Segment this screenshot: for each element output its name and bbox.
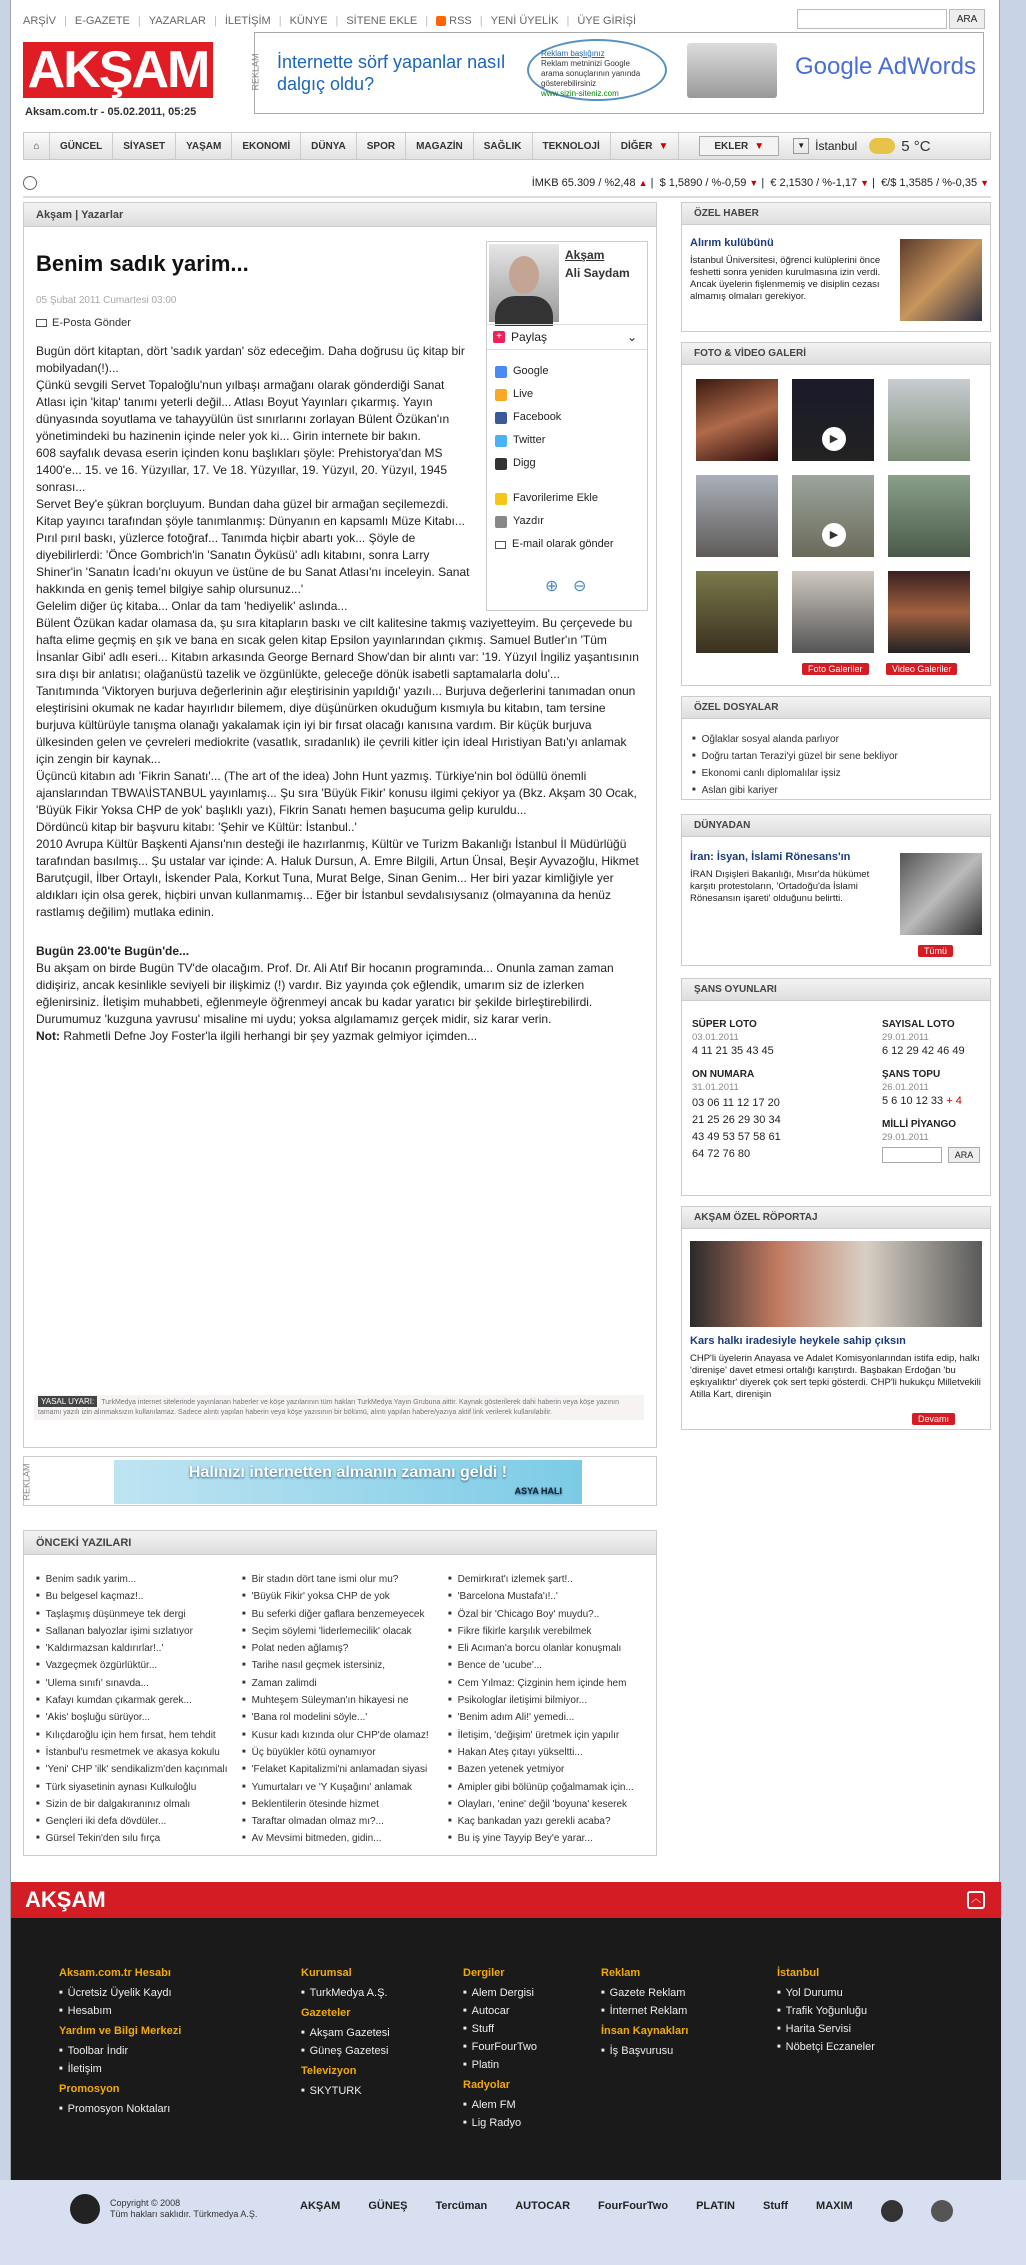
toplink-rss[interactable]: RSS <box>449 15 472 27</box>
paragraph: 2010 Avrupa Kültür Başkenti Ajansı'nın desteği ile hazırlanmış, Kültür ve Turizm Bakanlığı İstanbul İl Müdürlüğü tarafından basılmış... Şu ustalar var içinde: A. Haluk Dursun, A. Emre Bilgili, Artun Ünsal, Beşir Ayvazoğlu, Hikmet Barutçugil, İlber Ortaylı, İskender Pala, Korkut Tuna, Murat Belge, Sinan Genim... Her biri yazar kimliğiyle yer aldıkları için olsa gerek, hiçbiri unvan kullanmamış... Eğer bir İstanbul sevdalısıysanız (olmayanına da henüz rastlamış değilim) mutlaka edinin. <box>36 837 639 919</box>
previous-article-link[interactable]: ■ 'Barcelona Mustafa'ı!..' <box>448 1588 653 1605</box>
paragraph: 608 sayfalık devasa eserin içinden konu başlıkları şöyle: Prehistorya'dan MS 1400'e... 15. ve 16. Yüzyıllar, 17. Ve 18. Yüzyıllar, 19. Yüzyıl, 20. Yüzyıl, 1945 sonrası... <box>36 446 448 494</box>
previous-article-link[interactable]: ■ Beklentilerin ötesinde hizmet <box>242 1796 442 1813</box>
footer-link[interactable]: ■ İnternet Reklam <box>601 2002 688 2020</box>
nav-dunya[interactable]: DÜNYA <box>301 133 357 159</box>
share-live-label: Live <box>513 388 534 400</box>
footer-heading: Yardım ve Bilgi Merkezi <box>59 2025 182 2037</box>
previous-article-link[interactable]: ■ 'Büyük Fikir' yoksa CHP de yok <box>242 1588 442 1605</box>
gallery-box <box>681 342 991 686</box>
toplink-kunye[interactable]: KÜNYE <box>289 15 328 27</box>
previous-article-link[interactable]: ■ Gürsel Tekin'den sılu fırça <box>36 1830 236 1847</box>
footer-col-5 <box>777 1962 875 2056</box>
top-links: ARŞİV | E-GAZETE | YAZARLAR | İLETİŞİM | KÜNYE | SİTENE EKLE | RSS | YENİ ÜYELİK | ÜYE GİRİŞİ <box>23 15 637 27</box>
roportaj-headline[interactable]: Kars halkı iradesiyle heykele sahip çıksın <box>690 1335 906 1347</box>
ozel-haber-headline[interactable]: Alırım kulübünü <box>690 237 774 249</box>
toplink-egazete[interactable]: E-GAZETE <box>74 15 130 27</box>
facebook-icon <box>495 412 507 424</box>
previous-article-link[interactable]: ■ 'Felaket Kapitalizmi'ni anlamadan siyasi <box>242 1761 442 1778</box>
gallery-title: FOTO & VİDEO GALERİ <box>682 343 990 365</box>
previous-article-link[interactable]: ■ Sizin de bir dalgakıranınız olmalı <box>36 1796 236 1813</box>
gs-logo-icon[interactable] <box>881 2200 903 2222</box>
previous-article-link[interactable]: ■ Taşlaşmış düşünmeye tek dergi <box>36 1606 236 1623</box>
previous-article-link[interactable]: ■ 'Akis' boşluğu sürüyor... <box>36 1709 236 1726</box>
live-icon <box>495 389 507 401</box>
footer-link[interactable]: ■ Ücretsiz Üyelik Kaydı <box>59 1984 181 2002</box>
footer-link[interactable]: ■ Nöbetçi Eczaneler <box>777 2038 875 2056</box>
roportaj-text: CHP'li üyelerin Anayasa ve Adalet Komisyonlarından istifa edip, halkı 'direnişe' davet etmesi ortalığı karıştırdı. Başbakan Erdoğan 'bu eşkıyalıktır' diyerek çok sert tepki gösterdi. CHP'li hukukçu Milletvekili Atilla Kart, direnişin <box>690 1353 981 1400</box>
weather-cloud-icon <box>869 138 895 154</box>
toplink-sitene-ekle[interactable]: SİTENE EKLE <box>346 15 418 27</box>
legal-text: TurkMedya internet sitelerinde yayınlanan haberler ve köşe yazılarının tüm hakları TurkMedya Yayın Grubuna aittir. Kaynak gösterilerek dahi haberin veya köşe yazının tamamı yazılı izin alınmaksızın kullanılamaz. Sadece alıntı yapılan haberin veya köşe yazısının bir bölümü, alıntı yapılan habere/yazıya aktif link verilerek kullanılabilir. <box>38 1399 619 1416</box>
gallery-thumb[interactable] <box>696 379 778 461</box>
nav-guncel[interactable]: GÜNCEL <box>50 133 113 159</box>
add-favorite-label: Favorilerime Ekle <box>513 492 598 504</box>
divider <box>23 196 991 198</box>
dosyalar-list <box>692 731 898 799</box>
share-live[interactable] <box>495 383 614 406</box>
dosya-item[interactable]: ■ Aslan gibi kariyer <box>692 782 898 799</box>
nav-saglik[interactable]: SAĞLIK <box>474 133 533 159</box>
previous-article-link[interactable]: ■ Kılıçdaroğlu için hem fırsat, hem tehdit <box>36 1727 236 1744</box>
search-input[interactable] <box>797 9 947 29</box>
previous-article-link[interactable]: ■ Zaman zalimdi <box>242 1675 442 1692</box>
twitter-icon <box>495 435 507 447</box>
paragraph: Gelelim diğer üç kitaba... Onlar da tam 'hediyelik' aslında... <box>36 599 348 613</box>
top-ad-banner[interactable] <box>250 32 984 114</box>
footer <box>11 1882 1001 2180</box>
footer-link[interactable]: ■ Alem FM <box>463 2096 537 2114</box>
dunya-headline[interactable]: İran: İsyan, İslami Rönesans'ın <box>690 851 851 863</box>
previous-article-link[interactable]: ■ Tarihe nasıl geçmek istersiniz, <box>242 1657 442 1674</box>
on-numara-row: 43 49 53 57 58 61 <box>692 1131 781 1143</box>
chevron-down-icon: ▼ <box>754 140 765 152</box>
share-label: Paylaş <box>511 330 548 344</box>
previous-article-link[interactable]: ■ Cem Yılmaz: Çizginin hem içinde hem <box>448 1675 653 1692</box>
share-digg[interactable] <box>495 452 614 475</box>
previous-article-link[interactable]: ■ Seçim söylemi 'liderlemecilik' olacak <box>242 1623 442 1640</box>
author-brand-link[interactable]: Akşam <box>565 248 605 262</box>
previous-article-link[interactable]: ■ İstanbul'u resmetmek ve akasya kokulu <box>36 1744 236 1761</box>
nav-diger[interactable] <box>611 133 680 159</box>
laptop-image <box>687 43 777 98</box>
nav-yasam[interactable]: YAŞAM <box>176 133 232 159</box>
share-google-label: Google <box>513 365 549 377</box>
paragraph: Dördüncü kitap bir başvuru kitabı: 'Şehir ve Kültür: İstanbul..' <box>36 820 357 834</box>
footer-link[interactable]: ■ Lig Radyo <box>463 2114 537 2132</box>
footer-link[interactable]: ■ FourFourTwo <box>463 2038 537 2056</box>
previous-title: ÖNCEKİ YAZILARI <box>24 1531 656 1555</box>
footer-link[interactable]: ■ Stuff <box>463 2020 537 2038</box>
footer-heading: Reklam <box>601 1967 641 1979</box>
share-facebook[interactable] <box>495 406 614 429</box>
footer-link[interactable]: ■ Gazete Reklam <box>601 1984 688 2002</box>
footer-heading: Radyolar <box>463 2079 511 2091</box>
devami-button[interactable]: Devamı <box>912 1413 955 1425</box>
roportaj-box <box>681 1206 991 1430</box>
email-article[interactable] <box>495 533 614 556</box>
rss-icon[interactable] <box>436 16 446 26</box>
previous-article-link[interactable]: ■ Av Mevsimi bitmeden, gidin... <box>242 1830 442 1847</box>
share-list <box>495 360 614 556</box>
previous-article-link[interactable]: ■ Gençleri iki defa dövdüler... <box>36 1813 236 1830</box>
previous-article-link[interactable]: ■ Amipler gibi bölünüp çoğalmamak için... <box>448 1779 653 1796</box>
previous-article-link[interactable]: ■ Eli Acıman'a borcu olanlar konuşmalı <box>448 1640 653 1657</box>
author-photo[interactable] <box>489 244 559 322</box>
previous-article-link[interactable]: ■ Bence de 'ucube'... <box>448 1657 653 1674</box>
footer-heading: Televizyon <box>301 2065 357 2077</box>
ad-oval-link: Reklam başlığınız <box>541 49 605 58</box>
brand-strip <box>0 2180 1026 2265</box>
down-arrow-icon: ▼ <box>980 178 989 188</box>
toplink-uye-girisi[interactable]: ÜYE GİRİŞİ <box>577 15 637 27</box>
dosya-item[interactable]: ■ Doğru tartan Terazi'yi güzel bir sene bekliyor <box>692 748 898 765</box>
previous-article-link[interactable]: ■ Bu iş yine Tayyip Bey'e yarar... <box>448 1830 653 1847</box>
on-numara-row: 64 72 76 80 <box>692 1148 751 1160</box>
footer-link[interactable]: ■ Toolbar İndir <box>59 2042 181 2060</box>
hali-ad-text: Halınızı internetten almanın zamanı geldi ! <box>188 1464 508 1481</box>
ad-oval-text: Reklam metninizi Google arama sonuçlarının yanında gösterebilirsiniz <box>541 59 641 88</box>
previous-article-link[interactable]: ■ Hakan Ateş çıtayı yükseltti... <box>448 1744 653 1761</box>
sayisal-loto-date: 29.01.2011 <box>882 1032 929 1043</box>
dosya-item[interactable]: ■ Ekonomi canlı diplomalılar işsiz <box>692 765 898 782</box>
footer-heading: Kurumsal <box>301 1967 352 1979</box>
note-label: Not: <box>36 1029 60 1043</box>
email-send-label: E-Posta Gönder <box>52 317 131 329</box>
market-ticker: İMKB 65.309 / %2,48 ▲ | $ 1,5890 / %-0,59 ▼ | € 2,1530 / %-1,17 ▼ | €/$ 1,3585 / %-0,35 ▼ <box>23 176 991 192</box>
page <box>10 0 1000 2180</box>
down-arrow-icon: ▼ <box>749 178 759 188</box>
note-text: Rahmetli Defne Joy Foster'la ilgili herhangi bir şey yazmak gelmiyor içimden... <box>63 1029 478 1043</box>
paragraph: Üçüncü kitabın adı 'Fikrin Sanatı'... (The art of the idea) John Hunt yazmış. Türkiye'nin bol ödüllü önemli ajanslarından TBWA\İSTANBUL yayınlamış... Şu sıra 'Büyük Fikir' konusu ilgimi çekiyor ya (Bkz. Akşam 30 Ocak, 'Büyük Fikir Yoksa CHP de yok' başlıklı yazı), Fikrin Sanatı hemen başucuma gelip kuruldu... <box>36 769 637 817</box>
footer-link[interactable]: ■ İletişim <box>59 2060 181 2078</box>
on-numara-row: 03 06 11 12 17 20 <box>692 1097 780 1109</box>
down-arrow-icon: ▼ <box>860 178 870 188</box>
akşam-logo[interactable]: AKŞAM <box>23 42 213 98</box>
previous-article-link[interactable]: ■ Vazgeçmek özgürlüktür... <box>36 1657 236 1674</box>
previous-col-2 <box>242 1571 442 1848</box>
share-twitter[interactable] <box>495 429 614 452</box>
previous-article-link[interactable]: ■ Demirkırat'ı izlemek şart!.. <box>448 1571 653 1588</box>
author-name[interactable]: Ali Saydam <box>565 266 630 280</box>
site-date: Aksam.com.tr - 05.02.2011, 05:25 <box>25 106 197 118</box>
previous-article-link[interactable]: ■ Olayları, 'enine' değil 'boyuna' keserek <box>448 1796 653 1813</box>
footer-link[interactable]: ■ Trafik Yoğunluğu <box>777 2002 875 2020</box>
share-digg-label: Digg <box>513 457 536 469</box>
nav-teknoloji[interactable]: TEKNOLOJİ <box>533 133 611 159</box>
sayisal-loto-nums: 6 12 29 42 46 49 <box>882 1045 965 1057</box>
brand-logos <box>300 2200 953 2222</box>
copyright-line: Tüm hakları saklıdır. Türkmedya A.Ş. <box>110 2209 258 2219</box>
section-title[interactable]: Akşam | Yazarlar <box>24 203 656 227</box>
toplink-yeni-uyelik[interactable]: YENİ ÜYELİK <box>490 15 559 27</box>
print-link[interactable] <box>495 510 614 533</box>
ozel-haber-title: ÖZEL HABER <box>682 203 990 225</box>
article-title: Benim sadık yarim... <box>36 251 249 276</box>
milli-piyango-input[interactable] <box>882 1147 942 1163</box>
envelope-icon <box>36 319 47 327</box>
legal-tag: YASAL UYARI: <box>38 1396 97 1407</box>
ad-label: REKLAM <box>250 53 261 91</box>
previous-article-link[interactable]: ■ 'Kaldırmazsan kaldırırlar!..' <box>36 1640 236 1657</box>
previous-col-3 <box>448 1571 653 1848</box>
footer-col-4 <box>601 1962 688 2060</box>
sans-title: ŞANS OYUNLARI <box>682 979 990 1001</box>
google-adwords-logo: Google AdWords <box>795 53 976 80</box>
toplink-yazarlar[interactable]: YAZARLAR <box>148 15 207 27</box>
paragraph: Servet Bey'e şükran borçluyum. Bundan daha güzel bir armağan seçilemezdi. Kitap yayıncı tarafından şöyle tanımlanmış: Dünyanın en kapsamlı Müze Kitabı... <box>36 497 465 528</box>
share-facebook-label: Facebook <box>513 411 562 423</box>
sayisal-loto-name: SAYISAL LOTO <box>882 1019 955 1030</box>
weather-temp: 5 °C <box>901 137 931 155</box>
footer-heading: Dergiler <box>463 1967 505 1979</box>
subheading: Bugün 23.00'te Bugün'de... <box>36 944 190 958</box>
gallery-thumb[interactable] <box>696 571 778 653</box>
previous-article-link[interactable]: ■ Benim sadık yarim... <box>36 1571 236 1588</box>
chevron-down-icon: ▼ <box>658 140 669 152</box>
share-twitter-label: Twitter <box>513 434 546 446</box>
email-article-label: E-mail olarak gönder <box>512 538 614 550</box>
footer-link[interactable]: ■ Platin <box>463 2056 537 2074</box>
author-box <box>486 241 648 611</box>
note <box>36 1028 646 1045</box>
play-icon: ▶ <box>822 427 846 451</box>
previous-article-link[interactable]: ■ 'Ulema sınıfı' sınavda... <box>36 1675 236 1692</box>
play-icon: ▶ <box>822 523 846 547</box>
super-loto-date: 03.01.2011 <box>692 1032 739 1043</box>
ozel-haber-photo[interactable] <box>900 239 982 321</box>
sans-topu-main: 5 6 10 12 33 <box>882 1095 944 1107</box>
previous-article-link[interactable]: ■ Bir stadın dört tane ismi olur mu? <box>242 1571 442 1588</box>
previous-article-link[interactable]: ■ Yumurtaları ve 'Y Kuşağını' anlamak <box>242 1779 442 1796</box>
turkmedya-logo[interactable] <box>70 2194 100 2224</box>
hali-ad-brand: ASYA HALI <box>514 1486 562 1496</box>
video-galeri-button[interactable]: Video Galeriler <box>886 663 957 675</box>
add-favorite[interactable] <box>495 487 614 510</box>
legal-notice <box>34 1395 644 1420</box>
on-numara-row: 21 25 26 29 30 34 <box>692 1114 781 1126</box>
ad-label: REKLAM <box>21 1463 32 1501</box>
printer-icon <box>495 516 507 528</box>
previous-article-link[interactable]: ■ Kafayı kumdan çıkarmak gerek... <box>36 1692 236 1709</box>
ad-oval-url: www.sizin-siteniz.com <box>541 89 619 98</box>
paragraph: Çünkü sevgili Servet Topaloğlu'nun yılbaşı armağanı olarak gönderdiği Sanat Atlası için 'kitap' tanımı yeterli değil... Atlası Boyut Yayınları çıkarmış. Yayın dünyasında soyutlama ve tahayyülün üst sınırlarını zorlayan Bülent Özükan'ın yönetimindeki bu hazinenin içinde neler yok ki... Girin internete bir bakın. <box>36 378 450 443</box>
gallery-thumb[interactable] <box>696 475 778 557</box>
gallery-thumb[interactable] <box>888 571 970 653</box>
fb-logo-icon[interactable] <box>931 2200 953 2222</box>
main-nav <box>23 132 991 160</box>
previous-col-1 <box>36 1571 236 1848</box>
roportaj-photo[interactable] <box>690 1241 982 1327</box>
ad-headline: İnternette sörf yapanlar nasıl dalgıç oldu? <box>277 52 506 94</box>
plus-share-icon: + <box>493 331 505 343</box>
nav-spor[interactable]: SPOR <box>357 133 406 159</box>
copyright-line: Copyright © 2008 <box>110 2198 181 2208</box>
dosya-item[interactable]: ■ Oğlaklar sosyal alanda parlıyor <box>692 731 898 748</box>
previous-article-link[interactable]: ■ Muhteşem Süleyman'ın hikayesi ne <box>242 1692 442 1709</box>
footer-heading: Gazeteler <box>301 2007 351 2019</box>
clock-icon <box>23 176 37 190</box>
previous-article-link[interactable]: ■ Bu seferki diğer gaflara benzemeyecek <box>242 1606 442 1623</box>
sans-topu-name: ŞANS TOPU <box>882 1069 941 1080</box>
footer-heading: İnsan Kaynakları <box>601 2025 689 2037</box>
brand-logo[interactable]: MAXIM <box>816 2200 853 2212</box>
previous-article-link[interactable]: ■ Sallanan balyozlar işimi sızlatıyor <box>36 1623 236 1640</box>
footer-heading: İstanbul <box>777 1967 820 1979</box>
gallery-thumb[interactable] <box>792 379 874 461</box>
previous-article-link[interactable]: ■ Özal bir 'Chicago Boy' muydu?.. <box>448 1606 653 1623</box>
sans-topu-nums <box>882 1095 962 1107</box>
paragraph: Bu akşam on birde Bugün TV'de olacağım. Prof. Dr. Ali Atıf Bir hocanın programında... Onunla zaman zaman didişiriz, ancak kesinlikle seviyeli bir ilişkimiz (!) vardır. Biz yayında çok eğlendik, umarım siz de izlerken eğlenirsiniz. İletişim muhabbeti, eğlenmeyle öğrenmeyi ancak bu kadar yaratıcı bir şekilde birleştirebilirdi. <box>36 961 614 1009</box>
copyright <box>110 2198 257 2220</box>
milli-piyango-date: 29.01.2011 <box>882 1132 929 1143</box>
ozel-haber-text: İstanbul Üniversitesi, öğrenci kulüplerini önce feshetti sonra yeniden kurulmasına izin verdi. Ancak üyelerin fişlenmemiş ve disiplin cezası almamış olmaları gerekiyor. <box>690 255 881 302</box>
footer-link[interactable]: ■ SKYTURK <box>301 2082 390 2100</box>
foto-galeri-button[interactable]: Foto Galeriler <box>802 663 869 675</box>
ticker-eurusd: €/$ 1,3585 / %-0,35 <box>881 177 978 189</box>
share-google[interactable] <box>495 360 614 383</box>
previous-article-link[interactable]: ■ 'Yeni' CHP 'ilk' sendikalizm'den kaçınmalı <box>36 1761 236 1778</box>
previous-article-link[interactable]: ■ İletişim, 'değişim' üretmek için yapılır <box>448 1727 653 1744</box>
ozel-haber-box <box>681 202 991 332</box>
previous-article-link[interactable]: ■ Fikre fikirle karşılık verebilmek <box>448 1623 653 1640</box>
nav-diger-label: DİĞER <box>620 140 653 152</box>
previous-article-link[interactable]: ■ Taraftar olmadan olmaz mı?... <box>242 1813 442 1830</box>
gallery-thumb[interactable] <box>888 379 970 461</box>
footer-link[interactable]: ■ Güneş Gazetesi <box>301 2042 390 2060</box>
toplink-arsiv[interactable]: ARŞİV <box>23 15 57 27</box>
search-button[interactable]: ARA <box>949 9 985 29</box>
email-send-link[interactable] <box>36 317 131 329</box>
sans-oyunlari-box <box>681 978 991 1196</box>
footer-link[interactable]: ■ Akşam Gazetesi <box>301 2024 390 2042</box>
footer-col-3 <box>463 1962 537 2132</box>
on-numara-name: ON NUMARA <box>692 1069 755 1080</box>
ticker-imkb: İMKB 65.309 / %2,48 <box>531 177 636 189</box>
brand-logo[interactable]: Stuff <box>763 2200 789 2212</box>
footer-link[interactable]: ■ TurkMedya A.Ş. <box>301 1984 390 2002</box>
chevron-down-icon: ⌄ <box>626 330 637 344</box>
star-icon <box>495 493 507 505</box>
nav-ekler-label: EKLER <box>714 140 749 152</box>
dosyalar-title: ÖZEL DOSYALAR <box>682 697 990 719</box>
footer-link[interactable]: ■ Alem Dergisi <box>463 1984 537 2002</box>
footer-logo[interactable]: AKŞAM <box>11 1882 1001 1918</box>
footer-heading: Aksam.com.tr Hesabı <box>59 1967 171 1979</box>
on-numara-date: 31.01.2011 <box>692 1082 739 1093</box>
milli-piyango-button[interactable]: ARA <box>948 1147 980 1163</box>
sans-topu-plus: + 4 <box>946 1095 962 1107</box>
previous-articles-box <box>23 1530 657 1856</box>
footer-link[interactable]: ■ Autocar <box>463 2002 537 2020</box>
hali-ad[interactable] <box>114 1460 582 1504</box>
dunyadan-box <box>681 814 991 966</box>
footer-heading: Promosyon <box>59 2083 120 2095</box>
paragraph: Tanıtımında 'Viktoryen burjuva değerlerinin ağır eleştirisinin yapıldığı' yazılı... Burjuva değerlerini tanımadan onun eleştirisini okumak ne kadar hayırlıdır bilemem, diye düşünürken okuduğum kısmıyla bu kitabın, tam tersine burjuva kültürüyle tanışma olanağı yakalamak için iyi bir fırsat olacağı kanısına vardım. Bir küçük burjuva ülkesinden gelen ve çevreleri mediokrite (vasatlık, sıradanlık) ile çevrili kitler için ideal Hıristiyan Batı'yı anlamak için zengin bir kaynak... <box>36 684 636 766</box>
previous-article-link[interactable]: ■ Üç büyükler kötü oynamıyor <box>242 1744 442 1761</box>
dunya-photo[interactable] <box>900 853 982 935</box>
ticker-eur: € 2,1530 / %-1,17 <box>770 177 858 189</box>
print-label: Yazdır <box>513 515 544 527</box>
weather-city: İstanbul <box>815 139 858 153</box>
home-icon[interactable]: ⌂ <box>24 133 50 159</box>
footer-link[interactable]: ■ İş Başvurusu <box>601 2042 688 2060</box>
on-numara-nums <box>692 1095 781 1163</box>
nav-ekler[interactable] <box>699 136 779 156</box>
super-loto-name: SÜPER LOTO <box>692 1019 757 1030</box>
bottom-ad-banner[interactable] <box>23 1456 657 1506</box>
zoom-in-icon[interactable]: ⊕ <box>545 578 559 595</box>
ozel-dosyalar-box <box>681 696 991 800</box>
footer-col-2 <box>301 1962 390 2100</box>
footer-link[interactable]: ■ Hesabım <box>59 2002 181 2020</box>
sans-topu-date: 26.01.2011 <box>882 1082 929 1093</box>
previous-article-link[interactable]: ■ Polat neden ağlamış? <box>242 1640 442 1657</box>
dunya-text: İRAN Dışişleri Bakanlığı, Mısır'da hükümet karşıtı protestoların, 'Ortadoğu'da İslami Rönesansın işareti' olduğunu belirtti. <box>690 869 870 904</box>
google-icon <box>495 366 507 378</box>
brand-logo[interactable]: PLATIN <box>696 2200 735 2212</box>
article-date: 05 Şubat 2011 Cumartesi 03:00 <box>36 295 177 306</box>
digg-icon <box>495 458 507 470</box>
up-arrow-icon: ▲ <box>638 178 648 188</box>
footer-link[interactable]: ■ Harita Servisi <box>777 2020 875 2038</box>
dunya-title: DÜNYADAN <box>682 815 990 837</box>
paragraph: Durumumuz 'kuzguna yavrusu' misaline mi uydu; yoksa algılamamız gerçek midir, siz karar verin. <box>36 1012 552 1026</box>
brand-logo[interactable]: Tercüman <box>435 2200 488 2212</box>
paragraph: Bülent Özükan kadar olamasa da, şu sıra kitapların baskı ve cilt kalitesine takmış vaziyetteyim. Bu çerçevede bu hafta elime geçmiş en şık ve bana en sıcak gelen kitap Epsilon yayınlarından çıkmış. Samuel Butler'ın 'Tüm İnsanlar Gibi' adlı eseri... Kitabın arkasında George Bernard Show'dan bir alıntı var: '19. Yüzyıl İngiliz yaşantısının sıra dışı bir anlatısı; olağanüstü tazelik ve özgünlükte, geleceğe dönük isabetli saptamalarla dolu'... <box>36 616 639 681</box>
brand-logo[interactable]: FourFourTwo <box>598 2200 669 2212</box>
nav-siyaset[interactable]: SİYASET <box>113 133 176 159</box>
chevron-up-icon[interactable]: ︿ <box>967 1891 985 1909</box>
previous-article-link[interactable]: ■ Kaç bankadan yazı gerekli acaba? <box>448 1813 653 1830</box>
previous-article-link[interactable]: ■ 'Bana rol modelini söyle...' <box>242 1709 442 1726</box>
ticker-usd: $ 1,5890 / %-0,59 <box>659 177 747 189</box>
paragraph: Pırıl pırıl baskı, yüzlerce fotoğraf... Tanımda hiçbir abartı yok... Şöyle de diyebilirlerdi: 'Önce Gombrich'in 'Sanatın Öyküsü' adlı kitabını, sonra Larry Shiner'in 'Sanatın İcadı'nı okuyun ve üstüne de bu Sanat Atlası'nı inceleyin. Sanat hakkında en geniş temel bilgiye sahip olursunuz...' <box>36 531 470 596</box>
previous-article-link[interactable]: ■ Psikologlar iletişimi bilmiyor... <box>448 1692 653 1709</box>
nav-magazin[interactable]: MAGAZİN <box>406 133 474 159</box>
previous-article-link[interactable]: ■ Türk siyasetinin aynası Kulkuloğlu <box>36 1779 236 1796</box>
gallery-thumb[interactable] <box>792 475 874 557</box>
article-box <box>23 202 657 1448</box>
nav-ekonomi[interactable]: EKONOMİ <box>232 133 301 159</box>
zoom-out-icon[interactable]: ⊖ <box>573 578 587 595</box>
footer-col-1 <box>59 1962 181 2118</box>
paragraph: Bugün dört kitaptan, dört 'sadık yardan' söz edeceğim. Daha doğrusu üç kitap bir mobilyadan(!)... <box>36 344 465 375</box>
brand-logo[interactable]: AKŞAM <box>300 2200 341 2212</box>
previous-article-link[interactable]: ■ Bazen yetenek yetmiyor <box>448 1761 653 1778</box>
brand-logo[interactable]: AUTOCAR <box>515 2200 571 2212</box>
share-toggle[interactable] <box>487 324 647 350</box>
tumu-button[interactable]: Tümü <box>918 945 953 957</box>
previous-article-link[interactable]: ■ Bu belgesel kaçmaz!.. <box>36 1588 236 1605</box>
gallery-thumb[interactable] <box>792 571 874 653</box>
toplink-iletisim[interactable]: İLETİŞİM <box>224 15 271 27</box>
previous-article-link[interactable]: ■ 'Benim adım Ali!' yemedi... <box>448 1709 653 1726</box>
roportaj-title: AKŞAM ÖZEL RÖPORTAJ <box>682 1207 990 1229</box>
milli-piyango-name: MİLLİ PİYANGO <box>882 1119 957 1130</box>
footer-link[interactable]: ■ Yol Durumu <box>777 1984 875 2002</box>
envelope-icon <box>495 541 506 549</box>
ad-oval <box>527 39 667 101</box>
footer-link[interactable]: ■ Promosyon Noktaları <box>59 2100 181 2118</box>
super-loto-nums: 4 11 21 35 43 45 <box>692 1045 774 1057</box>
brand-logo[interactable]: GÜNEŞ <box>368 2200 408 2212</box>
city-select[interactable]: ▼ <box>793 138 809 154</box>
previous-article-link[interactable]: ■ Kusur kadı kızında olur CHP'de olamaz! <box>242 1727 442 1744</box>
gallery-thumb[interactable] <box>888 475 970 557</box>
